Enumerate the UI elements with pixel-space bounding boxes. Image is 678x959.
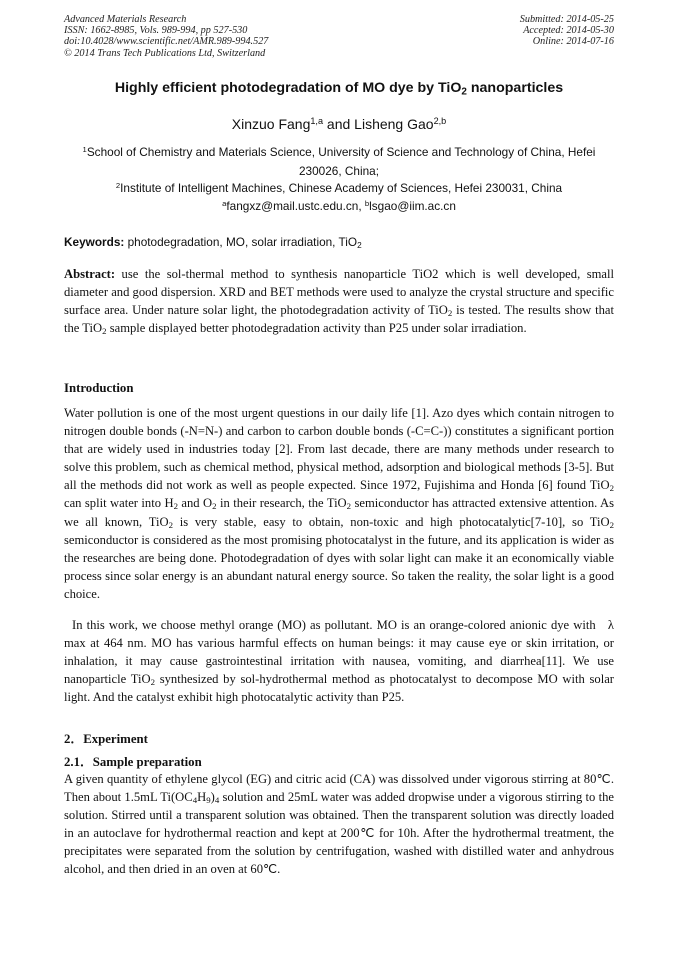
abstract-text-3: sample displayed better photodegradation activity than P25 under solar irradiation. (106, 321, 527, 336)
sample-preparation-heading: 2.1．Sample preparation (64, 755, 202, 769)
exp-h: H (197, 790, 207, 805)
abstract-subscript-2: 2 (102, 326, 107, 337)
email-b-sup: b (364, 198, 370, 208)
journal-doi[interactable]: doi:10.4028/www.scientific.net/AMR.989-994.527 (64, 36, 269, 48)
author-line (0, 116, 678, 132)
author-emails (64, 197, 614, 216)
email-a[interactable]: fangxz@mail.ustc.edu.cn, (226, 199, 365, 213)
introduction-paragraph-2 (64, 616, 614, 706)
intro2-text-a: In this work, we choose methyl orange (MO) as pollutant. MO is an orange-colored anionic dye with λ max at 464 nm. MO has various harmful effects on human beings: it may cause eye or skin irritation, or inhalation, it may cause gastrointestinal irritation with nausea, vomiting, and diarrhea[11]. We use nanoparticle TiO (64, 618, 614, 687)
journal-copyright: © 2014 Trans Tech Publications Ltd, Switzerland (64, 47, 266, 59)
online-date: Online: 2014-07-16 (532, 36, 614, 48)
intro-text-e: semiconductor has attracted extensive attention. As we all known, TiO (64, 496, 615, 529)
intro-text-c: and O (177, 496, 213, 511)
keywords-text: photodegradation, MO, solar irradiation, TiO (124, 235, 358, 249)
intro-text-g: semiconductor is considered as the most promising photocatalyst in the future, and its application is wider as the researches are being done. Photodegradation of dyes with solar light can make it an economically viable process since solar energy is an abundant natural energy source. So taken the reality, the solar light is a good choice. (64, 532, 614, 601)
author-2: and Lisheng Gao (323, 116, 434, 132)
intro2-text-b: synthesized by sol-hydrothermal method as photocatalyst to decompose MO with solar light. And the catalyst exhibit high photocatalytic activity than P25. (64, 672, 614, 705)
affiliation-1 (64, 143, 614, 181)
submitted-date: Submitted: 2014-05-25 (519, 14, 614, 25)
intro-sub-4: 2 (346, 501, 352, 512)
author-1-sup: 1,a (310, 116, 324, 126)
intro-text-f: is very stable, easy to obtain, non-toxic and high photocatalytic[7-10], so TiO (172, 514, 610, 529)
author-1: Xinzuo Fang (231, 116, 311, 132)
email-a-sup: a (222, 198, 227, 208)
title-subscript: 2 (461, 86, 467, 98)
intro-sub-5: 2 (168, 519, 173, 530)
affiliation-2-text: Institute of Intelligent Machines, Chinese Academy of Sciences, Hefei 230031, China (120, 181, 563, 195)
title-tail: nanoparticles (466, 80, 564, 96)
accepted-date: Accepted: 2014-05-30 (523, 25, 614, 37)
intro-text-a: Water pollution is one of the most urgent questions in our daily life [1]. Azo dyes which contain nitrogen to nitrogen double bonds (-N=N-) and carbon to carbon double bonds (-C=C-)) constitutes a significant portion that are widely used in industries today [2]. From last decade, there are many methods under research to solve this problem, such as chemical method, physical method, adsorption and biological methods [3-5]. But all the methods did not work as well as people expected. Since 1972, Fujishima and Honda [6] found TiO (64, 406, 614, 493)
affiliation-2-sup: 2 (115, 180, 121, 190)
intro-sub-3: 2 (212, 501, 217, 512)
exp-text-b: solution and 25mL water was added dropwise under a vigorous stirring to the solution. Stirred until a transparent solution was obtained. Then the transparent solution was directly loaded in an autoclave for hydrothermal reaction and kept at 200℃ for 10h. After the hydrothermal treatment, the precipitates were separated from the solution by centrifugation, washed with distilled water and anhydrous alcohol, and then dried in an oven at 60℃. (64, 790, 614, 877)
exp-text-a: A given quantity of ethylene glycol (EG) and citric acid (CA) was dissolved under vigorous stirring at 80℃. Then about 1.5mL Ti(OC (64, 772, 614, 805)
abstract-label: Abstract: (64, 267, 116, 281)
exp-close: ) (210, 790, 215, 805)
title-main: Highly efficient photodegradation of MO dye by TiO (114, 80, 462, 96)
abstract-text-1: use the sol-thermal method to synthesis nanoparticle TiO2 which is well developed, small diameter and good dispersion. XRD and BET methods were used to analyze the crystal structure and specific surface area. Under nature solar light, the photodegradation activity of TiO (64, 267, 614, 318)
affiliation-2 (64, 179, 614, 198)
journal-issn: ISSN: 1662-8985, Vols. 989-994, pp 527-530 (64, 25, 248, 37)
exp-sub-9: 9 (206, 795, 211, 806)
exp-sub-4b: 4 (214, 795, 220, 806)
abstract-subscript-1: 2 (447, 308, 453, 319)
intro-sub-2: 2 (173, 501, 178, 512)
affiliation-1-text: School of Chemistry and Materials Science, University of Science and Technology of China, Hefei 230026, China; (86, 145, 596, 178)
intro-text-b: can split water into H (64, 496, 174, 511)
introduction-heading: Introduction (64, 381, 134, 395)
email-b[interactable]: lsgao@iim.ac.cn (369, 199, 456, 213)
keywords-label: Keywords: (64, 235, 125, 249)
intro2-sub: 2 (150, 677, 155, 688)
journal-header-left (64, 14, 268, 59)
journal-name: Advanced Materials Research (64, 14, 187, 25)
intro-text-d: in their research, the TiO (216, 496, 347, 511)
experiment-paragraph (64, 770, 614, 879)
affiliation-1-sup: 1 (82, 144, 87, 154)
author-2-sup: 2,b (433, 116, 447, 126)
abstract-text-2: is tested. The results show that the TiO (64, 303, 614, 336)
keywords-subscript: 2 (357, 241, 362, 251)
introduction-paragraph-1 (64, 404, 614, 603)
journal-header-right (520, 14, 614, 48)
keywords (64, 235, 624, 249)
intro-sub-1: 2 (609, 483, 614, 494)
paper-title (0, 80, 678, 96)
intro-sub-6: 2 (609, 519, 615, 530)
abstract (64, 265, 614, 337)
experiment-heading: 2．Experiment (64, 732, 148, 746)
exp-sub-4: 4 (192, 795, 198, 806)
